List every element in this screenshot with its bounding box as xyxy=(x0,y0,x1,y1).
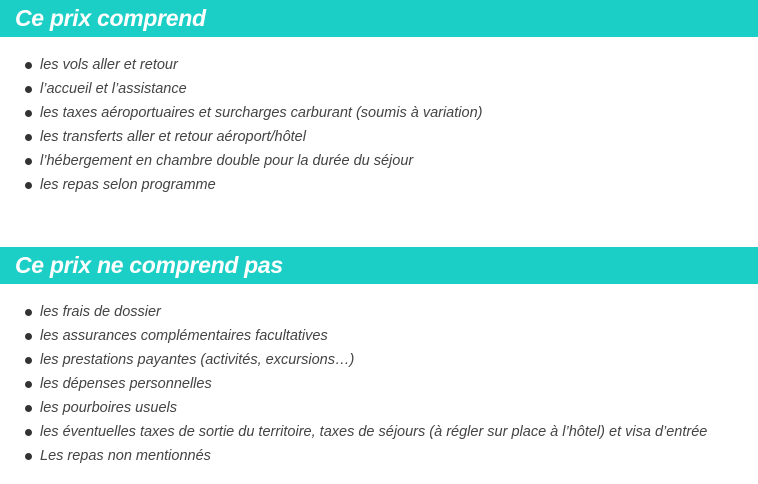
list-item-text: les assurances complémentaires facultatives xyxy=(40,328,328,344)
bullet-icon xyxy=(25,62,32,69)
list-item-text: Les repas non mentionnés xyxy=(40,448,211,464)
bullet-icon xyxy=(25,134,32,141)
list-item xyxy=(22,149,482,173)
list-item-text: les taxes aéroportuaires et surcharges carburant (soumis à variation) xyxy=(40,105,483,121)
list-item-text: les prestations payantes (activités, excursions…) xyxy=(40,352,355,368)
bullet-icon xyxy=(25,357,32,364)
list-item xyxy=(22,396,707,420)
list-item-text: l’accueil et l’assistance xyxy=(40,81,187,97)
list-item-text: les dépenses personnelles xyxy=(40,376,212,392)
excluded-items-list xyxy=(22,300,707,468)
bullet-icon xyxy=(25,381,32,388)
list-item xyxy=(22,420,707,444)
bullet-icon xyxy=(25,405,32,412)
excluded-section-header xyxy=(0,247,758,284)
list-item-text: les frais de dossier xyxy=(40,304,161,320)
list-item-text: l’hébergement en chambre double pour la durée du séjour xyxy=(40,153,414,169)
excluded-section-title: Ce prix ne comprend pas xyxy=(15,252,283,278)
list-item-text: les repas selon programme xyxy=(40,177,216,193)
bullet-icon xyxy=(25,158,32,165)
list-item-text: les transferts aller et retour aéroport/hôtel xyxy=(40,129,306,145)
list-item-text: les pourboires usuels xyxy=(40,400,178,416)
bullet-icon xyxy=(25,333,32,340)
bullet-icon xyxy=(25,429,32,436)
list-item xyxy=(22,53,482,77)
list-item xyxy=(22,444,707,468)
list-item xyxy=(22,372,707,396)
list-item xyxy=(22,348,707,372)
list-item xyxy=(22,101,482,125)
list-item xyxy=(22,300,707,324)
bullet-icon xyxy=(25,309,32,316)
list-item xyxy=(22,125,482,149)
list-item xyxy=(22,324,707,348)
included-section-header xyxy=(0,0,758,37)
bullet-icon xyxy=(25,453,32,460)
list-item-text: les vols aller et retour xyxy=(40,57,178,73)
included-items-list xyxy=(22,53,482,197)
list-item xyxy=(22,77,482,101)
bullet-icon xyxy=(25,86,32,93)
included-section-title: Ce prix comprend xyxy=(15,5,206,31)
bullet-icon xyxy=(25,110,32,117)
list-item-text: les éventuelles taxes de sortie du territoire, taxes de séjours (à régler sur place à l’hôtel) et visa d’entrée xyxy=(40,424,708,440)
bullet-icon xyxy=(25,182,32,189)
list-item xyxy=(22,173,482,197)
